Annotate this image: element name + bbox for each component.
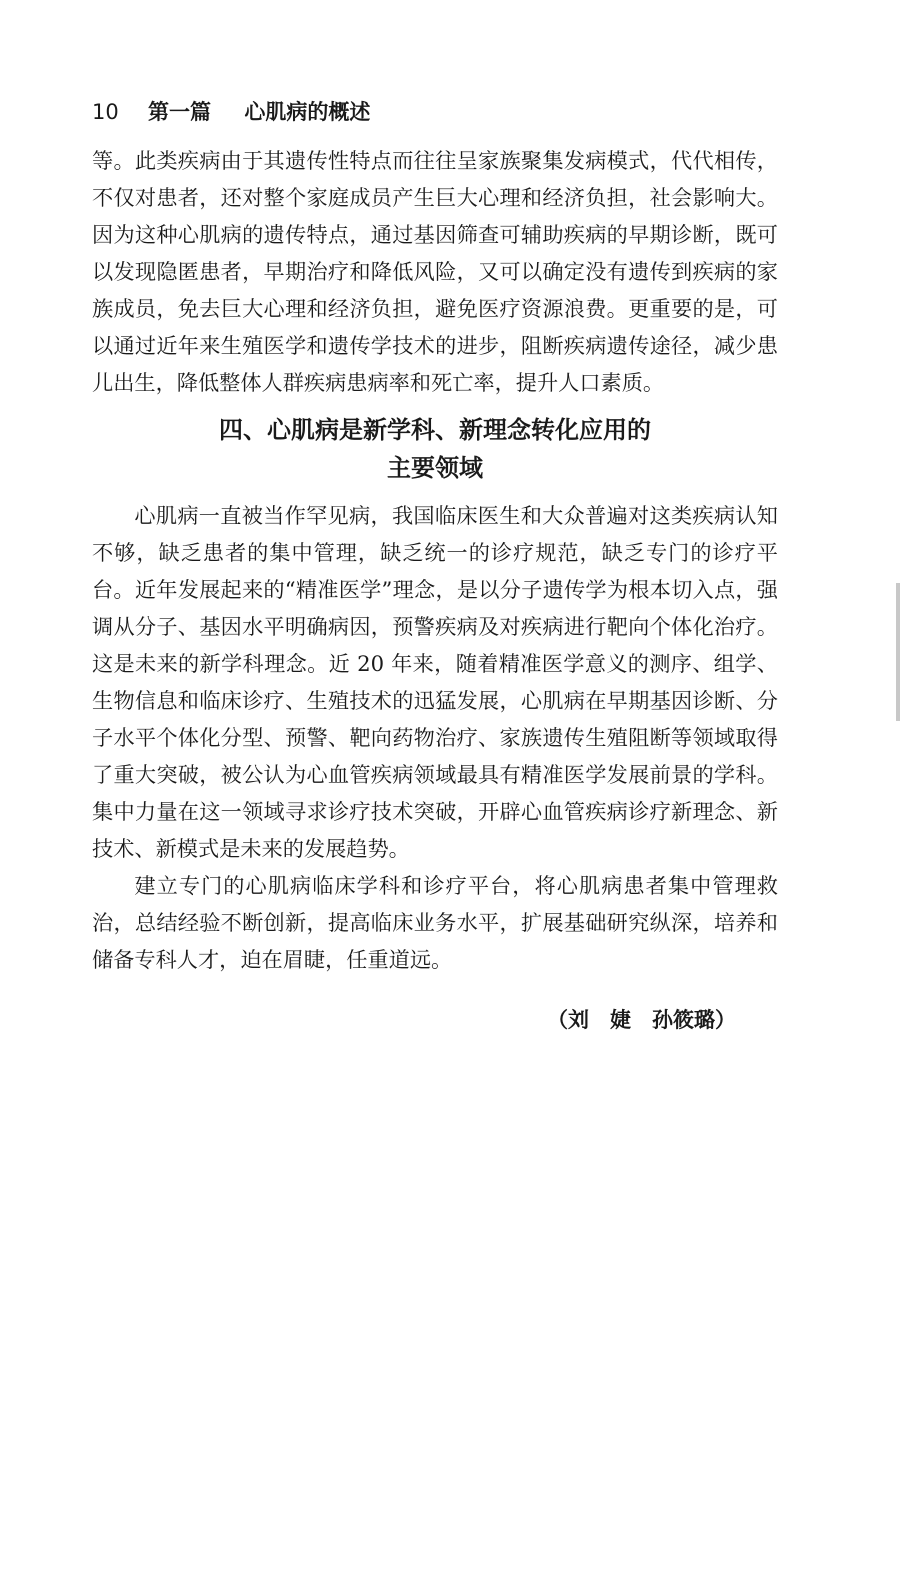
section-heading-line-1: 四、心肌病是新学科、新理念转化应用的 <box>219 416 651 444</box>
section-heading-line-2: 主要领域 <box>387 454 483 482</box>
section-heading <box>92 411 778 487</box>
part-title: 心肌病的概述 <box>244 100 371 124</box>
running-header <box>92 92 778 132</box>
author-signature: （刘 婕 孙筱璐） <box>547 1008 736 1032</box>
section-paragraph-2: 建立专门的心肌病临床学科和诊疗平台，将心肌病患者集中管理救治，总结经验不断创新，提高临床业务水平，扩展基础研究纵深，培养和储备专科人才，迫在眉睫，任重道远。 <box>92 873 778 972</box>
part-label: 第一篇 <box>148 100 212 124</box>
paragraph-continued: 等。此类疾病由于其遗传性特点而往往呈家族聚集发病模式，代代相传，不仅对患者，还对整个家庭成员产生巨大心理和经济负担，社会影响大。因为这种心肌病的遗传特点，通过基因筛查可辅助疾病的早期诊断，既可以发现隐匿患者，早期治疗和降低风险，又可以确定没有遗传到疾病的家族成员，免去巨大心理和经济负担，避免医疗资源浪费。更重要的是，可以通过近年来生殖医学和遗传学技术的进步，阻断疾病遗传途径，减少患儿出生，降低整体人群疾病患病率和死亡率，提升人口素质。 <box>92 148 778 395</box>
book-page <box>92 92 778 1034</box>
page-edge-tab <box>896 583 900 721</box>
page-number: 10 <box>92 100 119 124</box>
section-paragraph-1: 心肌病一直被当作罕见病，我国临床医生和大众普遍对这类疾病认知不够，缺乏患者的集中管理，缺乏统一的诊疗规范，缺乏专门的诊疗平台。近年发展起来的“精准医学”理念，是以分子遗传学为根本切入点，强调从分子、基因水平明确病因，预警疾病及对疾病进行靶向个体化治疗。这是未来的新学科理念。近 20 年来，随着精准医学意义的测序、组学、生物信息和临床诊疗、生殖技术的迅猛发展，心肌病在早期基因诊断、分子水平个体化分型、预警、靶向药物治疗、家族遗传生殖阻断等领域取得了重大突破，被公认为心血管疾病领域最具有精准医学发展前景的学科。集中力量在这一领域寻求诊疗技术突破，开辟心血管疾病诊疗新理念、新技术、新模式是未来的发展趋势。 <box>92 503 778 861</box>
